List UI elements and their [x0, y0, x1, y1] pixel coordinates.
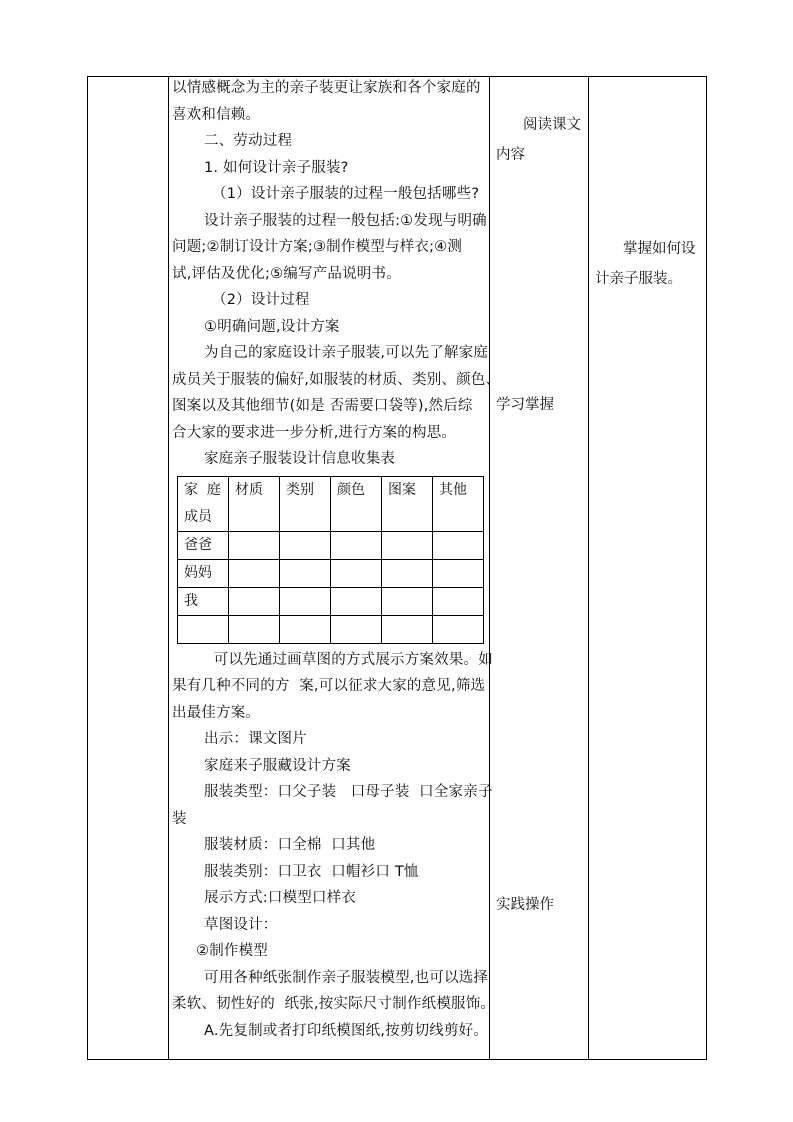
- step-heading: ②制作模型: [196, 943, 268, 959]
- text-line: 服装类别：口卫衣 口帽衫口 T恤: [204, 863, 419, 880]
- teaching-content: [172, 75, 501, 1044]
- row-label: 妈妈: [178, 559, 229, 587]
- row-label: 爸爸: [178, 531, 229, 559]
- table-cell: [382, 559, 433, 587]
- table-cell: [280, 531, 331, 559]
- question-heading: （2）设计过程: [212, 292, 310, 308]
- text-line: 服装类型：口父子装 口母子装 口全家亲子: [204, 784, 493, 800]
- lesson-table: [87, 76, 707, 1060]
- goal-line2: 计亲子服装。: [595, 271, 682, 287]
- activity-read-line1: 阅读课文: [523, 117, 581, 133]
- table-cell: [229, 531, 280, 559]
- table-cell: [382, 531, 433, 559]
- table-cell: [280, 615, 331, 643]
- text-line: 合大家的要求进一步分析,进行方案的构思。: [172, 424, 457, 441]
- table-cell: [433, 615, 484, 643]
- table-cell: [331, 531, 382, 559]
- text-line: 柔软、韧性好的 纸张,按实际尺寸制作纸模服饰。: [172, 996, 496, 1012]
- column-divider: [168, 77, 169, 1059]
- table-cell: [382, 615, 433, 643]
- column-divider: [489, 77, 490, 1059]
- table-caption: 家庭亲子服装设计信息收集表: [204, 451, 396, 467]
- text-line: 家庭来子服藏设计方案: [204, 757, 351, 774]
- table-cell: [382, 587, 433, 615]
- table-row: [178, 559, 484, 587]
- header-member-line2: 成员: [184, 508, 212, 525]
- table-cell: [229, 559, 280, 587]
- text-line: 展示方式:口模型口样衣: [204, 890, 357, 906]
- table-header: 其他: [433, 476, 484, 531]
- table-cell: [433, 531, 484, 559]
- table-cell: [331, 559, 382, 587]
- text-line: 试,评估及优化;⑤编写产品说明书。: [172, 265, 401, 282]
- text-line: 图案以及其他细节(如是 否需要口袋等),然后综: [172, 398, 473, 414]
- table-cell: [229, 587, 280, 615]
- text-line: 服装材质：口全棉 口其他: [204, 837, 376, 853]
- text-line: 装: [172, 810, 187, 827]
- table-header: 材质: [229, 476, 280, 531]
- text-line: A.先复制或者打印纸模图纸,按剪切线剪好。: [204, 1022, 489, 1039]
- table-cell: [331, 615, 382, 643]
- activity-practice: 实践操作: [496, 897, 554, 913]
- column-divider: [588, 77, 589, 1059]
- text-line: 以情感概念为主的亲子装更让家族和各个家庭的: [172, 80, 481, 96]
- text-line: 出示：课文图片: [204, 731, 307, 747]
- text-line: 成员关于服装的偏好,如服装的材质、类别、颜色、: [172, 371, 501, 388]
- table-row: [178, 587, 484, 615]
- text-line: 喜欢和信赖。: [172, 106, 261, 123]
- table-cell: [280, 587, 331, 615]
- activity-learn: 学习掌握: [496, 397, 554, 413]
- text-line: 为自己的家庭设计亲子服装,可以先了解家庭: [204, 345, 489, 361]
- section-heading: 二、劳动过程: [204, 133, 293, 149]
- text-line: 可以先通过画草图的方式展示方案效果。如: [204, 651, 493, 668]
- table-cell: [433, 587, 484, 615]
- table-cell: [280, 559, 331, 587]
- table-header: 颜色: [331, 476, 382, 531]
- table-cell: [331, 587, 382, 615]
- header-member-line1: 家 庭: [184, 481, 221, 498]
- table-header: 类别: [280, 476, 331, 531]
- text-line: 设计亲子服装的过程一般包括:①发现与明确: [204, 212, 487, 229]
- question-heading: （1）设计亲子服装的过程一般包括哪些?: [212, 186, 480, 202]
- text-line: 出最佳方案。: [172, 704, 261, 721]
- subsection-heading: 1. 如何设计亲子服装?: [204, 159, 349, 176]
- text-line: 可用各种纸张制作亲子服装模型,也可以选择: [204, 969, 489, 986]
- table-header: 图案: [382, 476, 433, 531]
- goal-line1: 掌握如何设: [623, 241, 696, 257]
- table-cell: [433, 559, 484, 587]
- row-label: 我: [178, 587, 229, 615]
- table-row: [178, 615, 484, 643]
- step-heading: ①明确问题,设计方案: [204, 318, 340, 335]
- text-line: 果有几种不同的方 案,可以征求大家的意见,筛选: [172, 678, 486, 694]
- info-collection-table: [177, 476, 484, 644]
- text-line: 草图设计：: [204, 916, 278, 933]
- table-cell: [229, 615, 280, 643]
- table-header-member: [178, 476, 229, 531]
- activity-read-line2: 内容: [496, 147, 525, 163]
- row-label: [178, 615, 229, 643]
- table-row: [178, 531, 484, 559]
- text-line: 问题;②制订设计方案;③制作模型与样衣;④测: [172, 239, 463, 255]
